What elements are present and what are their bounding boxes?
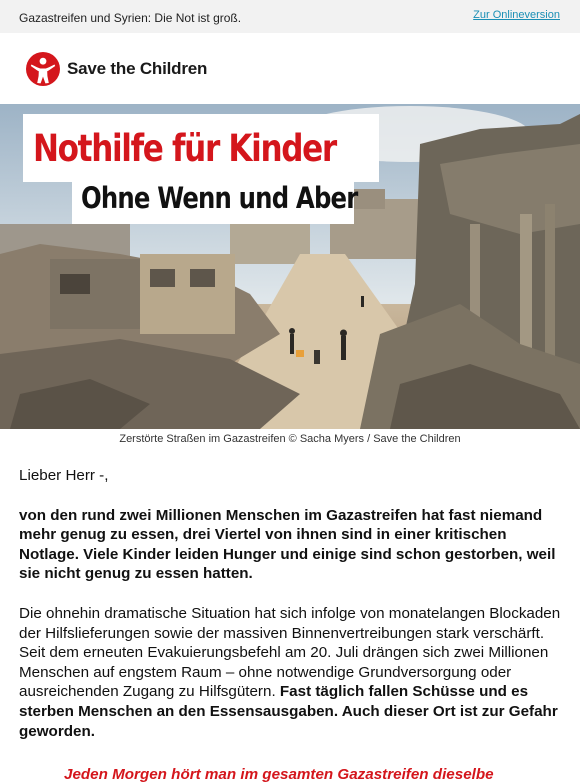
online-version-link[interactable]: Zur Onlineversion (473, 9, 560, 21)
pull-quote: Jeden Morgen hört man im gesamten Gazastreifen dieselbe (64, 766, 494, 783)
headline-primary-text: Nothilfe für Kinder (33, 126, 336, 170)
email-body (19, 466, 564, 741)
logo-wordmark: Save the Children (67, 59, 208, 78)
body-paragraph (19, 604, 564, 741)
brand-logo[interactable] (26, 50, 207, 88)
lead-paragraph: von den rund zwei Millionen Menschen im Gazastreifen hat fast niemand mehr genug zu essen, drei Viertel von ihnen sind in einer kritischen Notlage. Viele Kinder leiden Hunger und einige sind schon gestorben, weil sie nicht genug zu essen hatten. (19, 506, 556, 583)
headline-secondary-text: Ohne Wenn und Aber (81, 181, 358, 215)
preheader-bar (0, 0, 580, 33)
image-caption: Zerstörte Straßen im Gazastreifen © Sacha Myers / Save the Children (119, 433, 461, 445)
body-paragraph-text: Die ohnehin dramatische Situation hat sich infolge von monatelangen Blockaden der Hilfslieferungen sowie der massiven Binnenvertreibungen stark verschärft. Seit dem erneuten Evakuierungsbefehl am 20. Juli drängen sich zwei Millionen Menschen auf engstem Raum – ohne notwendige Grundversorgung oder ausreichenden Zugang zu Hilfsgütern. (19, 604, 561, 701)
save-the-children-logo-icon (26, 52, 60, 86)
headline-secondary (72, 172, 358, 224)
greeting: Lieber Herr -, (19, 467, 109, 484)
preheader-text: Gazastreifen und Syrien: Die Not ist groß. (19, 11, 242, 25)
body-paragraph-emphasis: Fast täglich fallen Schüsse und es sterben Menschen an den Essensausgaben. Auch dieser Ort ist zur Gefahr geworden. (19, 683, 558, 740)
